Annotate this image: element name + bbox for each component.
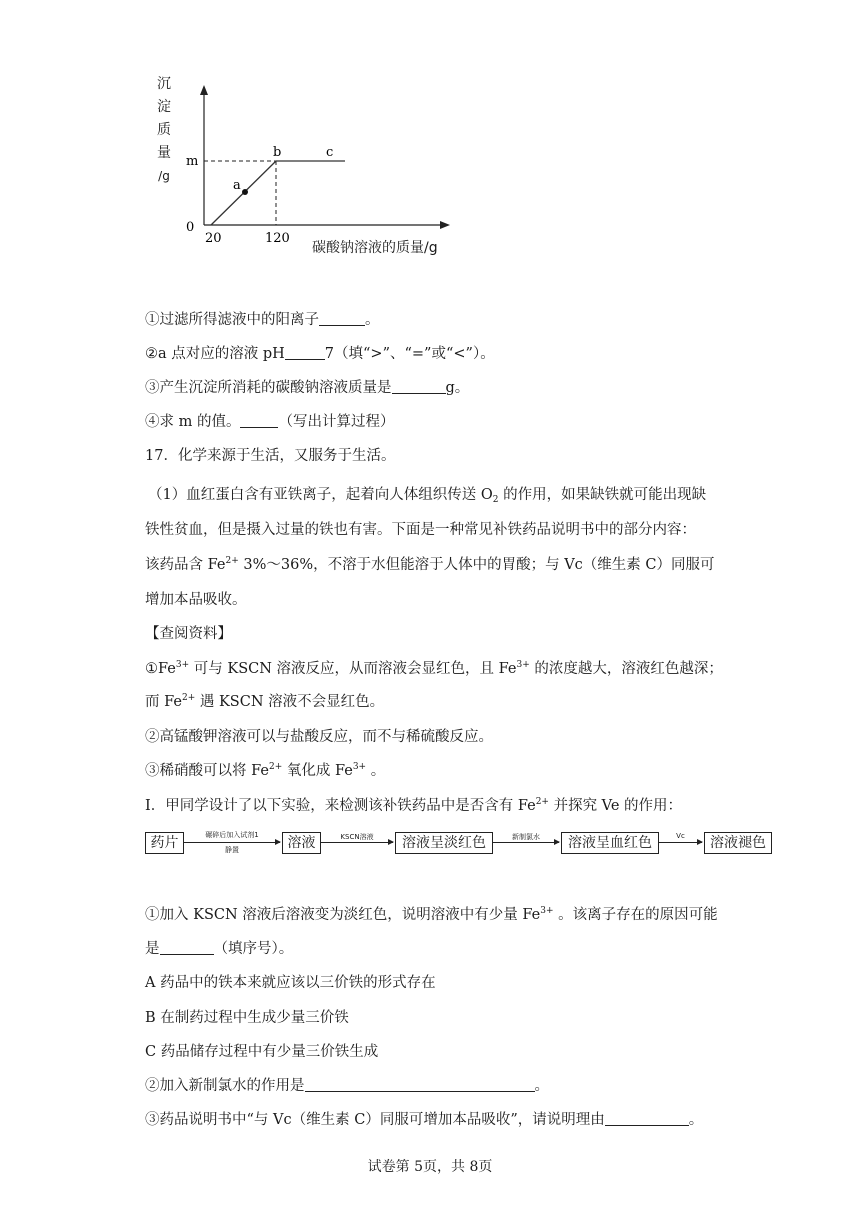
point-a-label: a bbox=[233, 178, 241, 193]
flow-arrow-3 bbox=[493, 842, 559, 843]
answer-blank[interactable] bbox=[285, 345, 325, 360]
question-4: ④求 m 的值。 （写出计算过程） bbox=[145, 414, 395, 430]
point-a-marker bbox=[242, 189, 248, 195]
origin-label: 0 bbox=[186, 220, 195, 235]
point-b-label: b bbox=[273, 145, 282, 160]
flow-arrow-4-label: Vc bbox=[676, 832, 685, 840]
reference-title: 【查阅资料】 bbox=[145, 626, 232, 642]
paragraph-line: 该药品含 $Fe^{2+}$ 3%～36%，不溶于水但能溶于人体中的胃酸；与 Vc（维生素 C）同服可 bbox=[145, 556, 715, 573]
option-b: B 在制药过程中生成少量三价铁 bbox=[145, 1010, 349, 1026]
answer-blank[interactable] bbox=[392, 379, 446, 394]
reference-item: ②高锰酸钾溶液可以与盐酸反应，而不与稀硫酸反应。 bbox=[145, 729, 493, 745]
x-tick-20: 20 bbox=[205, 231, 222, 246]
answer-blank[interactable] bbox=[160, 940, 214, 955]
y-axis-label-char: 淀 bbox=[157, 99, 171, 115]
paragraph-line: （1）血红蛋白含有亚铁离子，起着向人体组织传送 $O_2$ 的作用，如果缺铁就可能出现缺 bbox=[148, 487, 707, 505]
paragraph-line: 增加本品吸收。 bbox=[145, 592, 247, 608]
flow-arrow-4 bbox=[659, 842, 702, 843]
y-axis-label-char: 沉 bbox=[157, 76, 171, 92]
x-axis-arrow bbox=[440, 221, 450, 229]
reference-item: 而 $Fe^{2+}$ 遇 KSCN 溶液不会显红色。 bbox=[145, 693, 385, 710]
x-axis-label: 碳酸钠溶液的质量/g bbox=[312, 240, 438, 256]
flow-arrow-3-label: 新制氯水 bbox=[512, 833, 540, 841]
sub-question-3: ③药品说明书中“与 Vc（维生素 C）同服可增加本品吸收”，请说明理由 。 bbox=[145, 1112, 704, 1128]
chart-plot bbox=[180, 80, 460, 260]
flow-arrow-2-label: KSCN溶液 bbox=[340, 833, 374, 841]
paragraph-line: 铁性贫血，但是摄入过量的铁也有害。下面是一种常见补铁药品说明书中的部分内容： bbox=[145, 522, 696, 538]
flow-box-faded: 溶液褪色 bbox=[704, 832, 772, 854]
option-a: A 药品中的铁本来就应该以三价铁的形式存在 bbox=[145, 975, 436, 991]
flow-arrow-2 bbox=[321, 842, 393, 843]
page-footer: 试卷第 5页，共 8页 bbox=[367, 1159, 493, 1175]
reference-item: ③稀硝酸可以将 $Fe^{2+}$ 氧化成 $Fe^{3+}$ 。 bbox=[145, 762, 386, 779]
question-2: ②a 点对应的溶液 pH 7（填“>”、“=”或“<”）。 bbox=[145, 346, 495, 362]
flow-arrow-1-bottom-label: 静置 bbox=[225, 846, 239, 854]
point-c-label: c bbox=[326, 145, 334, 160]
y-tick-m: m bbox=[186, 154, 199, 169]
sub-question-2: ②加入新制氯水的作用是 。 bbox=[145, 1078, 549, 1094]
reference-item: $①Fe^{3+}$ 可与 KSCN 溶液反应，从而溶液会显红色，且 $Fe^{3+}$ 的浓度越大，溶液红色越深； bbox=[145, 660, 723, 677]
answer-blank[interactable] bbox=[240, 413, 278, 428]
y-axis-label-char: 质 bbox=[157, 122, 171, 138]
answer-blank[interactable] bbox=[605, 1111, 689, 1126]
question-1: ①过滤所得滤液中的阳离子 。 bbox=[145, 312, 380, 328]
y-axis-arrow bbox=[200, 85, 208, 95]
y-axis-label-char: /g bbox=[158, 169, 170, 183]
flow-box-solution: 溶液 bbox=[282, 832, 321, 854]
y-axis-label-char: 量 bbox=[157, 145, 171, 161]
option-c: C 药品储存过程中有少量三价铁生成 bbox=[145, 1044, 379, 1060]
answer-blank[interactable] bbox=[305, 1077, 535, 1092]
sub-question-1-cont: 是 （填序号）。 bbox=[145, 941, 294, 957]
sub-question-1: ①加入 KSCN 溶液后溶液变为淡红色，说明溶液中有少量 $Fe^{3+}$ 。该离子存在的原因可能 bbox=[145, 906, 718, 923]
flow-arrow-1 bbox=[184, 842, 280, 843]
experiment-intro: I．甲同学设计了以下实验，来检测该补铁药品中是否含有 $Fe^{2+}$ 并探究 Ve 的作用： bbox=[145, 797, 683, 814]
flow-box-light-red: 溶液呈淡红色 bbox=[395, 832, 493, 854]
flow-box-tablet: 药片 bbox=[145, 832, 184, 854]
answer-blank[interactable] bbox=[319, 311, 365, 326]
x-tick-120: 120 bbox=[265, 231, 290, 246]
question-3: ③产生沉淀所消耗的碳酸钠溶液质量是 g。 bbox=[145, 380, 470, 396]
question-17-heading: 17．化学来源于生活，又服务于生活。 bbox=[145, 448, 396, 464]
flow-box-blood-red: 溶液呈血红色 bbox=[561, 832, 659, 854]
y-axis-label bbox=[155, 73, 173, 188]
flow-arrow-1-top-label: 碾碎后加入试剂1 bbox=[205, 831, 259, 839]
